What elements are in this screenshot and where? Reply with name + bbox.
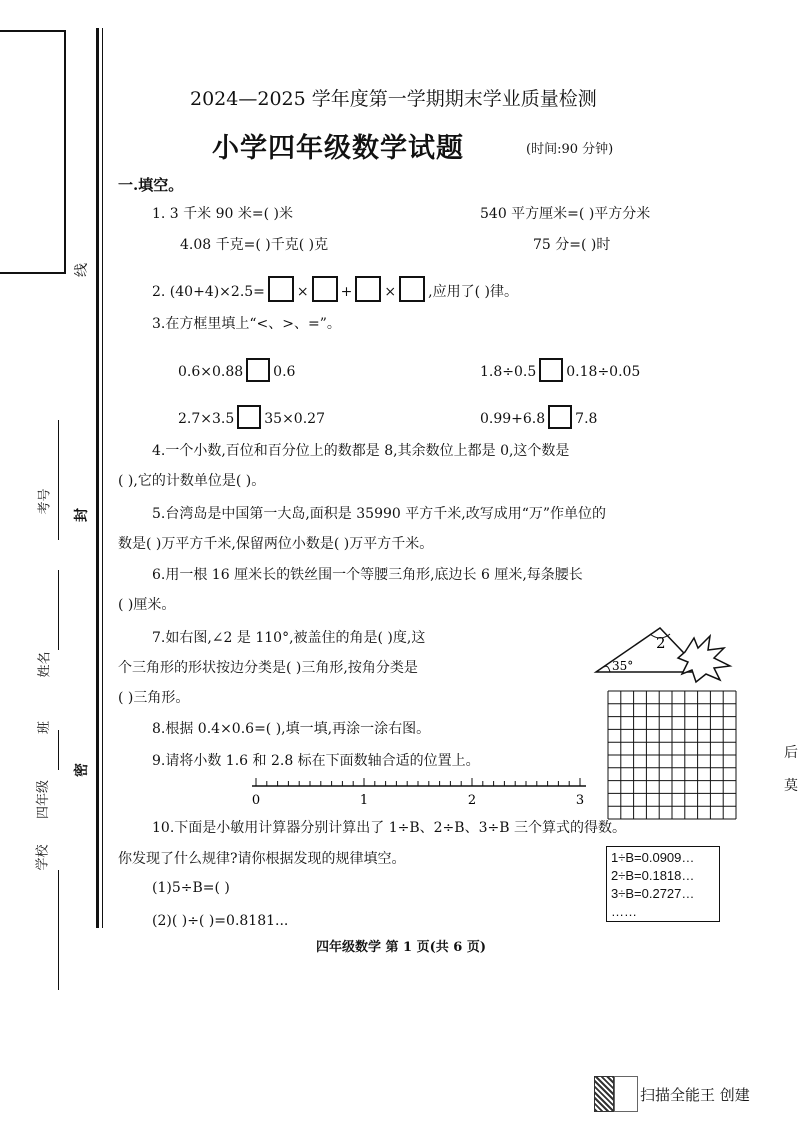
q3-r1a bbox=[178, 358, 295, 382]
qr-code-icon bbox=[594, 1076, 614, 1112]
binding-line-char: 线 bbox=[74, 263, 90, 277]
q3-r2b-left: 0.99+6.8 bbox=[480, 411, 546, 427]
number-line[interactable] bbox=[244, 774, 594, 810]
number-line-labels bbox=[252, 793, 584, 808]
school-label: 学校 bbox=[35, 844, 51, 871]
calculator-results-box bbox=[606, 846, 720, 922]
section-title: 一.填空。 bbox=[118, 176, 184, 194]
q4-line1: 4.一个小数,百位和百分位上的数都是 8,其余数位上都是 0,这个数是 bbox=[152, 443, 570, 459]
main-title: 小学四年级数学试题 bbox=[212, 133, 464, 164]
calc-result-3: 3÷B=0.2727… bbox=[611, 886, 695, 901]
angle-35-label: 35° bbox=[612, 659, 634, 673]
q2-plus: + bbox=[340, 284, 353, 300]
q5-line1: 5.台湾岛是中国第一大岛,面积是 35990 平方千米,改写成用“万”作单位的 bbox=[152, 506, 607, 522]
number-line-label: 2 bbox=[467, 793, 477, 808]
grid-lines bbox=[608, 691, 736, 819]
q5-line2: 数是( )万平方千米,保留两位小数是( )万平方千米。 bbox=[118, 536, 434, 552]
binding-seal-char: 封 bbox=[74, 508, 90, 522]
number-line-label: 0 bbox=[251, 793, 261, 808]
time-note: (时间:90 分钟) bbox=[526, 142, 614, 157]
q7-line1: 7.如右图,∠2 是 110°,被盖住的角是( )度,这 bbox=[152, 630, 426, 646]
q3-r1b bbox=[480, 358, 640, 382]
grade-label: 四年级 bbox=[36, 779, 52, 820]
q7-line3: ( )三角形。 bbox=[118, 690, 190, 706]
calc-result-4: …… bbox=[611, 904, 637, 919]
edge-char-2: 莫 bbox=[784, 778, 798, 794]
q2-prefix: 2. (40+4)×2.5= bbox=[152, 284, 265, 300]
q4-line2: ( ),它的计数单位是( )。 bbox=[118, 473, 266, 489]
q10-part2: (2)( )÷( )=0.8181... bbox=[152, 913, 289, 929]
year-title: 2024—2025 学年度第一学期期末学业质量检测 bbox=[190, 88, 597, 110]
q2-suffix: ,应用了( )律。 bbox=[428, 284, 518, 300]
number-line-label: 1 bbox=[359, 793, 369, 808]
q2-answer-box-3[interactable] bbox=[355, 276, 381, 302]
q3-compare-box-2[interactable] bbox=[539, 358, 563, 382]
q8-line: 8.根据 0.4×0.6=( ),填一填,再涂一涂右图。 bbox=[152, 721, 431, 737]
q1-b: 540 平方厘米=( )平方分米 bbox=[480, 206, 651, 222]
edge-char-1: 后 bbox=[784, 745, 798, 761]
q1-d: 75 分=( )时 bbox=[533, 237, 611, 253]
q10-line2: 你发现了什么规律?请你根据发现的规律填空。 bbox=[118, 851, 406, 867]
q10-line1: 10.下面是小敏用计算器分别计算出了 1÷B、2÷B、3÷B 三个算式的得数。 bbox=[152, 820, 626, 836]
q2-answer-box-4[interactable] bbox=[399, 276, 425, 302]
q2-times-1: × bbox=[296, 284, 309, 300]
q3-r1b-left: 1.8÷0.5 bbox=[480, 364, 537, 380]
q10-part1: (1)5÷B=( ) bbox=[152, 880, 230, 896]
q3-r2a bbox=[178, 405, 325, 429]
q3-r1a-right: 0.6 bbox=[273, 364, 296, 380]
cover-starburst bbox=[678, 636, 730, 682]
binding-line-thin bbox=[102, 28, 103, 928]
name-label: 姓名 bbox=[37, 651, 53, 678]
number-line-label: 3 bbox=[575, 793, 585, 808]
number-line-ticks bbox=[256, 778, 580, 786]
exam-no-label: 考号 bbox=[37, 488, 53, 515]
angle-2-label: 2 bbox=[656, 634, 666, 652]
calc-result-1: 1÷B=0.0909… bbox=[611, 850, 695, 865]
name-underline bbox=[58, 570, 59, 650]
exam-no-underline bbox=[58, 420, 59, 540]
q3-r2a-left: 2.7×3.5 bbox=[178, 411, 235, 427]
binding-line bbox=[96, 28, 99, 928]
q3-r1b-right: 0.18÷0.05 bbox=[566, 364, 641, 380]
q9-line: 9.请将小数 1.6 和 2.8 标在下面数轴合适的位置上。 bbox=[152, 753, 480, 769]
q1-c: 4.08 千克=( )千克( )克 bbox=[180, 237, 329, 253]
q6-line1: 6.用一根 16 厘米长的铁丝围一个等腰三角形,底边长 6 厘米,每条腰长 bbox=[152, 567, 583, 583]
q3-r2b-right: 7.8 bbox=[575, 411, 598, 427]
triangle-figure bbox=[590, 622, 740, 684]
q7-line2: 个三角形的形状按边分类是( )三角形,按角分类是 bbox=[118, 660, 418, 676]
q3-r1a-left: 0.6×0.88 bbox=[178, 364, 244, 380]
q3-compare-box-3[interactable] bbox=[237, 405, 261, 429]
school-underline bbox=[58, 870, 59, 990]
top-left-frame bbox=[0, 30, 66, 274]
binding-secret-char: 密 bbox=[74, 763, 90, 777]
q2-answer-box-2[interactable] bbox=[312, 276, 338, 302]
q2-line bbox=[152, 276, 518, 302]
hundred-grid[interactable] bbox=[607, 690, 737, 820]
angle-35-arc bbox=[604, 666, 610, 672]
logo-badge-icon bbox=[614, 1076, 638, 1112]
calc-result-2: 2÷B=0.1818… bbox=[611, 868, 695, 883]
q2-times-2: × bbox=[384, 284, 397, 300]
q3-r2a-right: 35×0.27 bbox=[264, 411, 325, 427]
q3-stem: 3.在方框里填上“<、>、=”。 bbox=[152, 316, 341, 332]
watermark-text: 扫描全能王 创建 bbox=[640, 1086, 750, 1104]
q3-r2b bbox=[480, 405, 597, 429]
class-underline bbox=[58, 730, 59, 770]
class-label: 班 bbox=[37, 720, 53, 735]
q3-compare-box-1[interactable] bbox=[246, 358, 270, 382]
q2-answer-box-1[interactable] bbox=[268, 276, 294, 302]
q3-compare-box-4[interactable] bbox=[548, 405, 572, 429]
page-footer: 四年级数学 第 1 页(共 6 页) bbox=[316, 940, 487, 955]
q1-a: 1. 3 千米 90 米=( )米 bbox=[152, 206, 293, 222]
q6-line2: ( )厘米。 bbox=[118, 597, 176, 613]
